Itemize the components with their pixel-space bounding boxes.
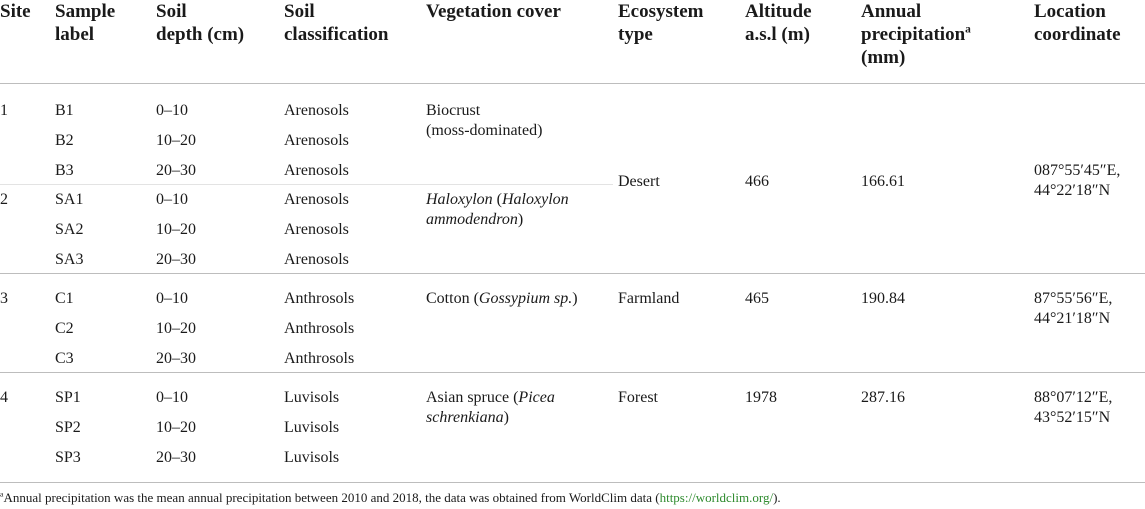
header-sample-label-line2: label [55, 24, 95, 45]
haloxylon-species-2: ammodendron [426, 211, 518, 228]
header-location-coordinate [1034, 0, 1121, 46]
vegetation-haloxylon-line1 [426, 190, 569, 210]
vegetation-biocrust-line1: Biocrust [426, 102, 481, 119]
header-soil-classification-line2: classification [284, 24, 389, 45]
table-bottom-rule [0, 482, 1145, 483]
header-location-line2: coordinate [1034, 24, 1121, 45]
vegetation-spruce-line1 [426, 388, 555, 408]
precip-desert: 166.61 [861, 173, 905, 190]
header-soil-classification-line1: Soil [284, 1, 315, 22]
vegetation-haloxylon-line2 [426, 210, 569, 230]
sample-label-cell: SP1 [55, 389, 81, 406]
soil-class-cell: Arenosols [284, 132, 349, 149]
ecosystem-farmland: Farmland [618, 290, 680, 307]
spruce-genus: Picea [518, 389, 555, 406]
header-site: Site [0, 1, 31, 22]
soil-class-cell: Anthrosols [284, 290, 355, 307]
vegetation-haloxylon [426, 190, 569, 230]
soil-class-cell: Luvisols [284, 449, 340, 466]
ecosystem-forest: Forest [618, 389, 658, 406]
precip-forest: 287.16 [861, 389, 905, 406]
header-ecosystem-type-line1: Ecosystem [618, 1, 704, 22]
location-desert [1034, 161, 1120, 201]
sample-label-cell: B2 [55, 132, 74, 149]
header-annual-precipitation [861, 0, 971, 69]
location-farmland [1034, 289, 1112, 329]
header-precip-footnote-mark: a [965, 23, 971, 36]
soil-class-cell: Arenosols [284, 102, 349, 119]
footnote-mark: a [0, 489, 4, 499]
soil-depth-cell: 0–10 [156, 389, 188, 406]
location-forest-lat: 43°52′15″N [1034, 409, 1111, 426]
site-cell: 1 [0, 102, 8, 119]
soil-depth-cell: 20–30 [156, 162, 196, 179]
header-altitude-line1: Altitude [745, 1, 812, 22]
site1-site2-divider [0, 184, 613, 185]
worldclim-link[interactable]: https://worldclim.org/ [659, 490, 774, 505]
spruce-text: Asian spruce ( [426, 389, 519, 406]
header-soil-depth [156, 0, 244, 46]
sample-label-cell: B3 [55, 162, 74, 179]
soil-class-cell: Arenosols [284, 162, 349, 179]
sample-label-cell: SA2 [55, 221, 84, 238]
soil-class-cell: Anthrosols [284, 320, 355, 337]
soil-depth-cell: 10–20 [156, 221, 196, 238]
soil-class-cell: Arenosols [284, 221, 349, 238]
header-ecosystem-type-line2: type [618, 24, 653, 45]
soil-depth-cell: 10–20 [156, 132, 196, 149]
sample-label-cell: C3 [55, 350, 74, 367]
table-footnote [0, 490, 781, 506]
soil-depth-cell: 0–10 [156, 102, 188, 119]
vegetation-spruce-line2 [426, 408, 555, 428]
header-soil-depth-line1: Soil [156, 1, 187, 22]
vegetation-biocrust-line2: (moss-dominated) [426, 122, 543, 139]
soil-depth-cell: 20–30 [156, 251, 196, 268]
header-precip-line3: (mm) [861, 47, 906, 68]
soil-depth-cell: 20–30 [156, 350, 196, 367]
header-altitude [745, 0, 812, 46]
sample-label-cell: SA1 [55, 191, 84, 208]
altitude-desert: 466 [745, 173, 769, 190]
header-precip-word: precipitation [861, 24, 966, 45]
soil-class-cell: Anthrosols [284, 350, 355, 367]
header-rule [0, 83, 1145, 84]
soil-class-cell: Luvisols [284, 419, 340, 436]
sample-label-cell: C2 [55, 320, 74, 337]
soil-class-cell: Luvisols [284, 389, 340, 406]
ecosystem-desert: Desert [618, 173, 660, 190]
haloxylon-species-1: Haloxylon [501, 191, 569, 208]
header-altitude-line2: a.s.l (m) [745, 24, 810, 45]
sample-label-cell: B1 [55, 102, 74, 119]
soil-class-cell: Arenosols [284, 251, 349, 268]
site-cell: 2 [0, 191, 8, 208]
altitude-farmland: 465 [745, 290, 769, 307]
header-precip-line1: Annual [861, 1, 922, 22]
footnote-text: Annual precipitation was the mean annual precipitation between 2010 and 2018, the data was obtained from WorldClim data ( [3, 490, 660, 505]
soil-depth-cell: 0–10 [156, 191, 188, 208]
cotton-species: Gossypium sp. [478, 290, 573, 307]
sample-label-cell: SP3 [55, 449, 81, 466]
vegetation-spruce [426, 388, 555, 428]
header-soil-depth-line2: depth (cm) [156, 24, 245, 45]
altitude-forest: 1978 [745, 389, 777, 406]
spruce-paren-close: ) [503, 409, 509, 426]
vegetation-biocrust [426, 101, 542, 141]
header-sample-label [55, 0, 115, 46]
header-sample-label-line1: Sample [55, 1, 116, 22]
site-cell: 3 [0, 290, 8, 307]
desert-farmland-rule [0, 273, 1145, 274]
header-precip-line2 [861, 23, 971, 46]
precip-farmland: 190.84 [861, 290, 905, 307]
header-ecosystem-type [618, 0, 703, 46]
soil-class-cell: Arenosols [284, 191, 349, 208]
haloxylon-paren-close: ) [517, 211, 524, 228]
farmland-forest-rule [0, 372, 1145, 373]
location-farmland-lat: 44°21′18″N [1034, 310, 1111, 327]
soil-depth-cell: 20–30 [156, 449, 196, 466]
location-desert-lat: 44°22′18″N [1034, 182, 1111, 199]
site-cell: 4 [0, 389, 8, 406]
soil-depth-cell: 10–20 [156, 419, 196, 436]
vegetation-cotton [426, 289, 578, 309]
sample-label-cell: C1 [55, 290, 74, 307]
soil-depth-cell: 10–20 [156, 320, 196, 337]
cotton-text: Cotton ( [426, 290, 479, 307]
haloxylon-paren-open: ( [492, 191, 502, 208]
sample-label-cell: SA3 [55, 251, 84, 268]
header-vegetation-cover: Vegetation cover [426, 1, 561, 22]
header-location-line1: Location [1034, 1, 1106, 22]
location-forest-lon: 88°07′12″E, [1034, 389, 1113, 406]
spruce-species: schrenkiana [426, 409, 504, 426]
haloxylon-genus: Haloxylon [426, 191, 493, 208]
location-forest [1034, 388, 1112, 428]
footnote-tail: ). [773, 490, 781, 505]
sample-label-cell: SP2 [55, 419, 81, 436]
cotton-paren-close: ) [572, 290, 578, 307]
location-desert-lon: 087°55′45″E, [1034, 162, 1121, 179]
location-farmland-lon: 87°55′56″E, [1034, 290, 1113, 307]
soil-depth-cell: 0–10 [156, 290, 188, 307]
header-soil-classification [284, 0, 389, 46]
